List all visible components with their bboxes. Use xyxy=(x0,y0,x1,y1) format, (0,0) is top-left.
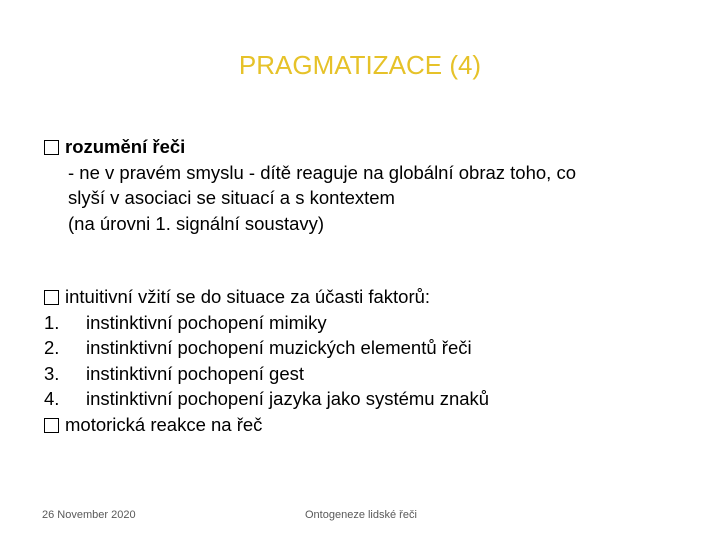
bullet-heading: motorická reakce na řeč xyxy=(65,413,263,435)
checkbox-bullet-icon xyxy=(44,140,59,155)
list-item xyxy=(44,335,694,361)
list-item xyxy=(44,361,694,387)
list-number: 3. xyxy=(44,362,60,384)
slide-title: PRAGMATIZACE (4) xyxy=(238,50,482,80)
list-text: instinktivní pochopení jazyka jako systému znaků xyxy=(86,388,490,409)
list-text: instinktivní pochopení mimiky xyxy=(86,311,327,333)
body-line: slyší v asociaci se situací a s kontextem xyxy=(68,187,395,208)
bullet-rozumeni-reci xyxy=(44,134,694,160)
bullet-heading: rozumění řeči xyxy=(65,136,186,157)
bullet-motoricka-reakce xyxy=(44,412,694,438)
body-line: (na úrovni 1. signální soustavy) xyxy=(68,212,325,234)
list-item xyxy=(44,310,694,336)
bullet-intuitivni-vziti xyxy=(44,284,694,310)
slide-content xyxy=(44,134,694,437)
list-text: instinktivní pochopení muzických elementů řeči xyxy=(86,337,472,358)
list-text: instinktivní pochopení gest xyxy=(86,362,305,384)
checkbox-bullet-icon xyxy=(44,290,59,305)
list-number: 2. xyxy=(44,337,60,358)
list-number: 1. xyxy=(44,311,60,333)
list-item xyxy=(44,386,694,412)
footer-title: Ontogeneze lidské řeči xyxy=(305,509,417,521)
body-line: - ne v pravém smyslu - dítě reaguje na globální obraz toho, co xyxy=(68,161,576,183)
bullet-heading: intuitivní vžití se do situace za účasti faktorů: xyxy=(65,286,431,307)
footer-date: 26 November 2020 xyxy=(42,509,136,521)
list-number: 4. xyxy=(44,388,60,409)
checkbox-bullet-icon xyxy=(44,418,59,433)
